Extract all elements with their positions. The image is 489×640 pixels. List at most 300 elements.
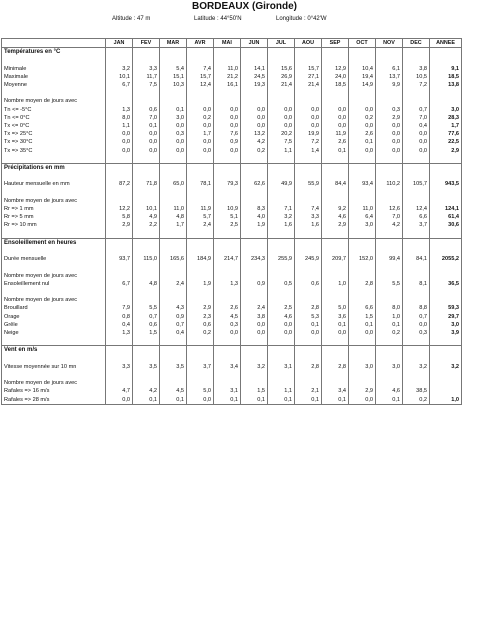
month-cell (268, 56, 295, 64)
annual-cell (430, 296, 462, 304)
month-cell: 1,7 (187, 130, 214, 138)
row-label (2, 230, 106, 239)
month-cell: 0,2 (349, 114, 376, 122)
annual-cell: 2055,2 (430, 255, 462, 263)
section-title: Précipitations en mm (2, 164, 106, 173)
month-cell: 99,4 (376, 255, 403, 263)
month-cell: 3,1 (214, 387, 241, 395)
month-cell (295, 272, 322, 280)
month-cell: 5,3 (295, 313, 322, 321)
column-header: DEC (403, 39, 430, 48)
month-cell (133, 288, 160, 296)
month-cell (322, 371, 349, 379)
row-label: Vitesse moyennée sur 10 mn (2, 363, 106, 371)
month-cell: 7,6 (214, 130, 241, 138)
month-cell: 0,0 (160, 147, 187, 155)
month-cell (133, 355, 160, 363)
annual-cell (430, 56, 462, 64)
annual-cell (430, 238, 462, 247)
month-cell (376, 288, 403, 296)
month-cell: 93,7 (106, 255, 133, 263)
month-cell (241, 97, 268, 105)
month-cell (106, 56, 133, 64)
month-cell (295, 164, 322, 173)
month-cell (241, 272, 268, 280)
month-cell (187, 355, 214, 363)
month-cell (133, 337, 160, 346)
month-cell (160, 164, 187, 173)
month-cell: 19,9 (295, 130, 322, 138)
row-label (2, 371, 106, 379)
month-cell: 4,2 (133, 387, 160, 395)
month-cell (295, 346, 322, 355)
month-cell (268, 97, 295, 105)
month-cell (160, 189, 187, 197)
month-cell (214, 238, 241, 247)
month-cell: 55,9 (295, 180, 322, 188)
month-cell (376, 172, 403, 180)
month-cell: 3,3 (295, 213, 322, 221)
month-cell: 3,0 (349, 363, 376, 371)
month-cell (106, 379, 133, 387)
month-cell: 0,5 (268, 280, 295, 288)
month-cell: 0,3 (403, 329, 430, 337)
month-cell: 12,4 (403, 205, 430, 213)
table-row (2, 114, 462, 122)
month-cell (160, 263, 187, 271)
month-cell: 8,8 (403, 304, 430, 312)
month-cell: 11,0 (349, 205, 376, 213)
month-cell: 0,0 (106, 130, 133, 138)
table-row (2, 197, 462, 205)
month-cell: 2,8 (295, 363, 322, 371)
month-cell: 0,1 (295, 396, 322, 405)
month-cell (160, 288, 187, 296)
month-cell (322, 346, 349, 355)
month-cell: 0,1 (376, 396, 403, 405)
month-cell: 0,0 (187, 122, 214, 130)
month-cell: 9,2 (322, 205, 349, 213)
month-cell (106, 230, 133, 239)
month-cell: 0,0 (106, 147, 133, 155)
month-cell: 7,9 (106, 304, 133, 312)
row-label: Tn <= -5°C (2, 106, 106, 114)
table-row (2, 97, 462, 105)
month-cell (295, 247, 322, 255)
month-cell: 84,1 (403, 255, 430, 263)
month-cell: 0,7 (133, 313, 160, 321)
month-cell: 0,0 (106, 138, 133, 146)
row-label (2, 155, 106, 164)
month-cell: 152,0 (349, 255, 376, 263)
month-cell: 3,2 (403, 363, 430, 371)
month-cell (187, 371, 214, 379)
spacer-row (2, 247, 462, 255)
month-cell: 184,9 (187, 255, 214, 263)
month-cell: 0,0 (133, 130, 160, 138)
month-cell (133, 272, 160, 280)
month-cell (403, 272, 430, 280)
month-cell: 0,1 (160, 106, 187, 114)
month-cell (187, 272, 214, 280)
annual-cell (430, 230, 462, 239)
month-cell (268, 379, 295, 387)
month-cell: 2,6 (214, 304, 241, 312)
month-cell: 10,1 (106, 73, 133, 81)
month-cell: 0,4 (403, 122, 430, 130)
month-cell: 0,1 (349, 321, 376, 329)
month-cell: 6,4 (349, 213, 376, 221)
month-cell: 0,0 (376, 147, 403, 155)
month-cell: 1,1 (106, 122, 133, 130)
spacer-row (2, 155, 462, 164)
month-cell (214, 172, 241, 180)
month-cell: 245,9 (295, 255, 322, 263)
month-cell (376, 247, 403, 255)
table-row (2, 213, 462, 221)
month-cell: 2,9 (187, 304, 214, 312)
row-label: Hauteur mensuelle en mm (2, 180, 106, 188)
month-cell (322, 56, 349, 64)
annual-cell: 3,2 (430, 363, 462, 371)
month-cell: 1,5 (241, 387, 268, 395)
month-cell: 0,7 (160, 321, 187, 329)
month-cell: 0,1 (133, 122, 160, 130)
column-header: OCT (349, 39, 376, 48)
month-cell: 0,1 (349, 138, 376, 146)
month-cell (133, 197, 160, 205)
month-cell: 12,9 (322, 65, 349, 73)
annual-cell: 30,6 (430, 221, 462, 229)
month-cell: 0,0 (322, 106, 349, 114)
month-cell (160, 272, 187, 280)
month-cell (322, 238, 349, 247)
row-label: Grêle (2, 321, 106, 329)
table-row (2, 396, 462, 405)
month-cell: 2,9 (322, 221, 349, 229)
row-label (2, 263, 106, 271)
month-cell: 209,7 (322, 255, 349, 263)
month-cell (349, 56, 376, 64)
section-title: Vent en m/s (2, 346, 106, 355)
month-cell: 2,9 (349, 387, 376, 395)
month-cell: 3,7 (403, 221, 430, 229)
month-cell (106, 296, 133, 304)
month-cell (241, 379, 268, 387)
spacer-row (2, 263, 462, 271)
month-cell: 3,4 (214, 363, 241, 371)
month-cell (214, 337, 241, 346)
month-cell: 4,0 (241, 213, 268, 221)
month-cell: 3,8 (403, 65, 430, 73)
month-cell: 1,9 (241, 221, 268, 229)
table-row (2, 255, 462, 263)
month-cell (295, 97, 322, 105)
month-cell: 27,1 (295, 73, 322, 81)
annual-cell: 77,6 (430, 130, 462, 138)
month-cell: 3,0 (376, 363, 403, 371)
month-cell (133, 247, 160, 255)
month-cell (322, 263, 349, 271)
month-cell: 1,5 (133, 329, 160, 337)
month-cell (187, 379, 214, 387)
month-cell: 0,0 (187, 147, 214, 155)
month-cell (268, 337, 295, 346)
annual-cell (430, 346, 462, 355)
month-cell: 0,0 (403, 138, 430, 146)
month-cell: 1,4 (295, 147, 322, 155)
row-label: Tn <= 0°C (2, 114, 106, 122)
month-cell: 1,5 (349, 313, 376, 321)
month-cell (403, 189, 430, 197)
annual-cell (430, 288, 462, 296)
month-cell: 0,0 (133, 138, 160, 146)
annual-cell: 13,8 (430, 81, 462, 89)
row-label: Ensoleillement nul (2, 280, 106, 288)
month-cell (403, 197, 430, 205)
month-cell (349, 189, 376, 197)
month-cell: 6,7 (106, 280, 133, 288)
month-cell: 7,0 (403, 114, 430, 122)
row-label: Neige (2, 329, 106, 337)
month-cell (376, 56, 403, 64)
month-cell (160, 379, 187, 387)
table-row (2, 122, 462, 130)
month-cell (241, 346, 268, 355)
month-cell (403, 172, 430, 180)
table-row (2, 147, 462, 155)
month-cell (376, 48, 403, 57)
month-cell (349, 355, 376, 363)
month-cell (268, 288, 295, 296)
month-cell: 0,0 (268, 329, 295, 337)
annual-cell (430, 371, 462, 379)
row-label: Rr => 10 mm (2, 221, 106, 229)
month-cell: 0,0 (403, 130, 430, 138)
month-cell (214, 155, 241, 164)
month-cell (295, 89, 322, 97)
month-cell (403, 371, 430, 379)
month-cell (322, 247, 349, 255)
month-cell: 0,8 (106, 313, 133, 321)
month-cell: 15,7 (295, 65, 322, 73)
month-cell (160, 172, 187, 180)
row-label: Minimale (2, 65, 106, 73)
month-cell: 2,2 (133, 221, 160, 229)
month-cell: 0,7 (403, 106, 430, 114)
month-cell (295, 189, 322, 197)
annual-cell: 3,0 (430, 106, 462, 114)
month-cell: 10,4 (349, 65, 376, 73)
table-row (2, 81, 462, 89)
section-row (2, 346, 462, 355)
month-cell (187, 337, 214, 346)
month-cell: 0,0 (241, 114, 268, 122)
month-cell: 16,1 (214, 81, 241, 89)
annual-cell: 61,4 (430, 213, 462, 221)
annual-cell: 2,9 (430, 147, 462, 155)
month-cell (349, 172, 376, 180)
month-cell (349, 337, 376, 346)
month-cell (106, 355, 133, 363)
month-cell (295, 263, 322, 271)
month-cell (403, 247, 430, 255)
month-cell (268, 155, 295, 164)
month-cell: 0,6 (133, 106, 160, 114)
annual-cell: 943,5 (430, 180, 462, 188)
month-cell: 0,1 (295, 321, 322, 329)
month-cell (376, 97, 403, 105)
month-cell (214, 288, 241, 296)
row-label: Rafales => 16 m/s (2, 387, 106, 395)
month-cell (322, 155, 349, 164)
month-cell (376, 230, 403, 239)
month-cell: 0,0 (349, 106, 376, 114)
annual-cell: 3,0 (430, 321, 462, 329)
month-cell (106, 238, 133, 247)
month-cell: 3,3 (106, 363, 133, 371)
month-cell (187, 48, 214, 57)
table-row (2, 280, 462, 288)
month-cell (322, 48, 349, 57)
month-cell: 214,7 (214, 255, 241, 263)
altitude-label: Altitude : 47 m (112, 16, 151, 22)
month-cell (241, 197, 268, 205)
month-cell (214, 230, 241, 239)
month-cell: 0,3 (160, 130, 187, 138)
month-cell (322, 337, 349, 346)
month-cell: 11,0 (214, 65, 241, 73)
month-cell: 19,4 (349, 73, 376, 81)
column-header: NOV (376, 39, 403, 48)
month-cell: 1,0 (322, 280, 349, 288)
month-cell (403, 379, 430, 387)
month-cell: 0,0 (295, 114, 322, 122)
annual-cell (430, 172, 462, 180)
table-row (2, 379, 462, 387)
row-label (2, 56, 106, 64)
month-cell: 3,6 (322, 313, 349, 321)
table-row (2, 73, 462, 81)
month-cell (106, 272, 133, 280)
month-cell: 87,2 (106, 180, 133, 188)
month-cell: 0,1 (322, 321, 349, 329)
month-cell: 12,2 (106, 205, 133, 213)
table-row (2, 180, 462, 188)
month-cell: 3,0 (349, 221, 376, 229)
longitude-label: Longitude : 0°42'W (276, 16, 327, 22)
month-cell (106, 247, 133, 255)
row-label: Maximale (2, 73, 106, 81)
month-cell: 105,7 (403, 180, 430, 188)
month-cell (160, 56, 187, 64)
month-cell (214, 379, 241, 387)
month-cell: 0,2 (403, 396, 430, 405)
month-cell: 0,0 (268, 122, 295, 130)
month-cell: 3,4 (322, 387, 349, 395)
month-cell (268, 230, 295, 239)
month-cell: 71,8 (133, 180, 160, 188)
month-cell: 3,5 (160, 363, 187, 371)
month-cell (187, 172, 214, 180)
section-title: Ensoleillement en heures (2, 238, 106, 247)
month-cell (295, 230, 322, 239)
row-label (2, 189, 106, 197)
month-cell (322, 296, 349, 304)
month-cell: 7,5 (133, 81, 160, 89)
month-cell (241, 48, 268, 57)
month-cell: 38,5 (403, 387, 430, 395)
month-cell (295, 197, 322, 205)
month-cell (214, 48, 241, 57)
month-cell: 10,1 (133, 205, 160, 213)
annual-cell (430, 155, 462, 164)
table-row (2, 387, 462, 395)
month-cell (295, 288, 322, 296)
month-cell: 78,1 (187, 180, 214, 188)
month-cell: 0,0 (349, 147, 376, 155)
month-cell (241, 288, 268, 296)
month-cell (241, 155, 268, 164)
month-cell (133, 238, 160, 247)
month-cell (376, 155, 403, 164)
table-row (2, 272, 462, 280)
month-cell: 1,6 (268, 221, 295, 229)
month-cell (349, 164, 376, 173)
column-header: MAR (160, 39, 187, 48)
spacer-row (2, 172, 462, 180)
month-cell: 7,0 (376, 213, 403, 221)
month-cell (241, 172, 268, 180)
month-cell (106, 288, 133, 296)
month-cell: 1,3 (106, 106, 133, 114)
month-cell (349, 272, 376, 280)
month-cell: 13,2 (241, 130, 268, 138)
month-cell (187, 230, 214, 239)
month-cell: 0,1 (268, 396, 295, 405)
month-cell: 1,0 (376, 313, 403, 321)
month-cell: 93,4 (349, 180, 376, 188)
latitude-label: Latitude : 44°50'N (194, 16, 242, 22)
month-cell: 3,1 (268, 363, 295, 371)
month-cell: 9,9 (376, 81, 403, 89)
month-cell: 0,0 (214, 114, 241, 122)
month-cell (322, 189, 349, 197)
table-row (2, 205, 462, 213)
month-cell: 2,8 (349, 280, 376, 288)
month-cell: 3,3 (133, 65, 160, 73)
month-cell (322, 230, 349, 239)
month-cell (376, 346, 403, 355)
month-cell: 5,5 (133, 304, 160, 312)
month-cell: 0,0 (322, 114, 349, 122)
month-cell: 21,2 (214, 73, 241, 81)
month-cell (241, 230, 268, 239)
month-cell: 1,9 (187, 280, 214, 288)
month-cell (349, 89, 376, 97)
month-cell: 5,0 (322, 304, 349, 312)
table-row (2, 304, 462, 312)
month-cell (268, 371, 295, 379)
month-cell (241, 337, 268, 346)
month-cell (187, 346, 214, 355)
month-cell: 0,0 (241, 106, 268, 114)
month-cell: 15,1 (160, 73, 187, 81)
month-cell (322, 288, 349, 296)
month-cell: 8,0 (376, 304, 403, 312)
month-cell (403, 89, 430, 97)
month-cell (160, 155, 187, 164)
